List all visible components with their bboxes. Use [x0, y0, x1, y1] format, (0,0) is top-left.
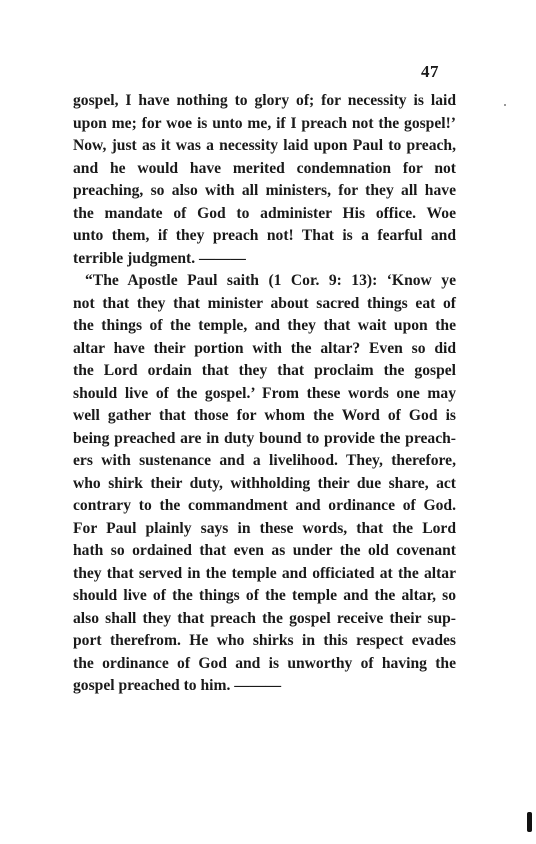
text-line: hath so ordained that even as under the old covenant	[73, 542, 456, 559]
text-line: the mandate of God to administer His office. Woe	[73, 204, 456, 222]
text-line: also shall they that preach the gospel receive their sup-	[73, 609, 456, 627]
text-line: upon me; for woe is unto me, if I preach not the gospel!’	[73, 114, 456, 132]
text-line: well gather that those for whom the Word of God is	[73, 407, 456, 424]
text-line: terrible judgment. ———	[73, 249, 246, 267]
edge-blot	[527, 812, 532, 832]
text-line: should live of the gospel.’ From these words one may	[73, 384, 456, 402]
text-line: who shirk their duty, withholding their due share, act	[73, 474, 456, 492]
text-line: preaching, so also with all ministers, for they all have	[73, 182, 456, 199]
text-line: gospel, I have nothing to glory of; for necessity is laid	[73, 92, 456, 109]
body-text	[73, 90, 456, 698]
text-line: the ordinance of God and is unworthy of having the	[73, 654, 456, 672]
text-line: “The Apostle Paul saith (1 Cor. 9: 13): ‘Know ye	[85, 272, 456, 289]
text-line: they that served in the temple and officiated at the altar	[73, 564, 456, 582]
text-line: gospel preached to him. ———	[73, 677, 282, 694]
page-number: 47	[421, 62, 439, 81]
text-line: altar have their portion with the altar? Even so did	[73, 339, 456, 357]
text-line: and he would have merited condemnation for not	[73, 159, 456, 177]
text-line: Now, just as it was a necessity laid upon Paul to preach,	[73, 137, 456, 154]
text-line: For Paul plainly says in these words, that the Lord	[73, 519, 456, 537]
stray-mark	[504, 104, 506, 106]
text-line: contrary to the commandment and ordinance of God.	[73, 497, 456, 514]
text-line: the things of the temple, and they that wait upon the	[73, 317, 456, 334]
text-line: unto them, if they preach not! That is a fearful and	[73, 227, 456, 244]
text-line: port therefrom. He who shirks in this respect evades	[73, 632, 456, 649]
text-line: the Lord ordain that they that proclaim the gospel	[73, 362, 456, 379]
text-line: not that they that minister about sacred things eat of	[73, 294, 456, 312]
text-line: ers with sustenance and a livelihood. They, therefore,	[73, 452, 456, 469]
text-line: being preached are in duty bound to provide the preach-	[73, 429, 456, 447]
text-line: should live of the things of the temple and the altar, so	[73, 587, 456, 604]
